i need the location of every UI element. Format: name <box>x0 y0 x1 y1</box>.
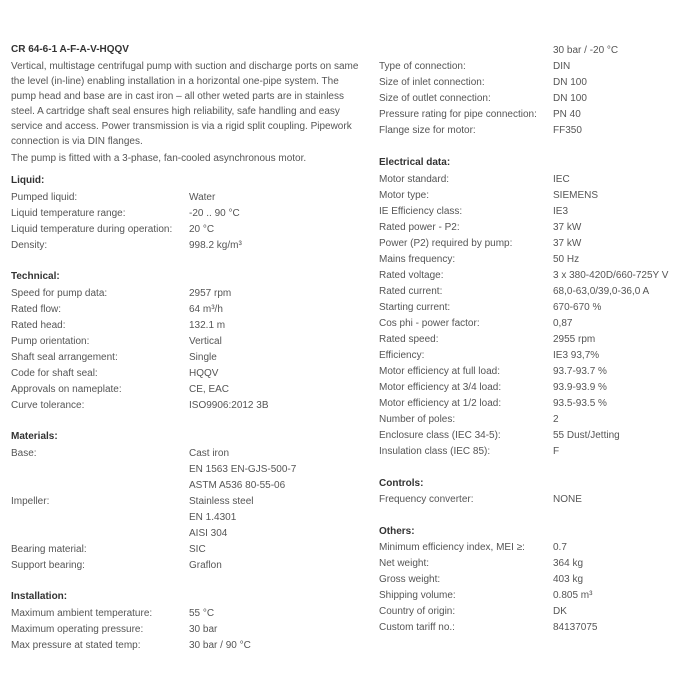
spec-label: Liquid temperature during operation: <box>11 224 173 235</box>
spec-value: EN 1563 EN-GJS-500-7 <box>189 464 297 475</box>
spec-label: Size of inlet connection: <box>379 77 485 88</box>
spec-label: Pumped liquid: <box>11 192 78 203</box>
spec-label: Rated voltage: <box>379 270 444 281</box>
section-heading-installation: Installation: <box>11 591 68 602</box>
section-heading-others: Others: <box>379 526 415 537</box>
spec-label: Liquid temperature range: <box>11 208 126 219</box>
spec-value: 998.2 kg/m³ <box>189 240 242 251</box>
spec-label: Starting current: <box>379 302 451 313</box>
spec-value: 93.7-93.7 % <box>553 366 607 377</box>
spec-value: NONE <box>553 494 582 505</box>
spec-label: Motor efficiency at 1/2 load: <box>379 398 502 409</box>
spec-label: Country of origin: <box>379 606 456 617</box>
spec-value: 0,87 <box>553 318 573 329</box>
spec-label: Flange size for motor: <box>379 125 476 136</box>
spec-label: Net weight: <box>379 558 430 569</box>
section-heading-controls: Controls: <box>379 478 424 489</box>
spec-label: Impeller: <box>11 496 50 507</box>
spec-value: ASTM A536 80-55-06 <box>189 480 286 491</box>
spec-label: Rated power - P2: <box>379 222 460 233</box>
spec-label: Rated speed: <box>379 334 439 345</box>
spec-label: Type of connection: <box>379 61 466 72</box>
spec-label: Size of outlet connection: <box>379 93 491 104</box>
spec-label: Frequency converter: <box>379 494 474 505</box>
spec-label: Insulation class (IEC 85): <box>379 446 491 457</box>
spec-value: FF350 <box>553 125 582 136</box>
spec-value: Water <box>189 192 216 203</box>
spec-value: DIN <box>553 61 571 72</box>
spec-value: 3 x 380-420D/660-725Y V <box>553 270 669 281</box>
spec-value: Single <box>189 352 217 363</box>
spec-value: 2955 rpm <box>553 334 596 345</box>
spec-label: Minimum efficiency index, MEI ≥: <box>379 542 525 553</box>
product-title: CR 64-6-1 A-F-A-V-HQQV <box>11 44 129 55</box>
spec-label: Density: <box>11 240 48 251</box>
spec-label: Pressure rating for pipe connection: <box>379 109 537 120</box>
spec-label: Shaft seal arrangement: <box>11 352 118 363</box>
spec-value: 0.805 m³ <box>553 590 593 601</box>
spec-value: 68,0-63,0/39,0-36,0 A <box>553 286 650 297</box>
spec-label: Speed for pump data: <box>11 288 108 299</box>
spec-label: Maximum ambient temperature: <box>11 608 153 619</box>
spec-value: 403 kg <box>553 574 584 585</box>
spec-value: -20 .. 90 °C <box>189 208 240 219</box>
motor-note: The pump is fitted with a 3-phase, fan-cooled asynchronous motor. <box>11 153 307 164</box>
spec-value: 364 kg <box>553 558 584 569</box>
spec-value: 2957 rpm <box>189 288 232 299</box>
spec-value: 37 kW <box>553 222 582 233</box>
spec-value: ISO9906:2012 3B <box>189 400 269 411</box>
spec-label: Rated current: <box>379 286 443 297</box>
spec-value: EN 1.4301 <box>189 512 237 523</box>
spec-value: CE, EAC <box>189 384 230 395</box>
spec-label: Mains frequency: <box>379 254 456 265</box>
spec-value: Cast iron <box>189 448 230 459</box>
spec-value: 670-670 % <box>553 302 602 313</box>
spec-label: Base: <box>11 448 37 459</box>
spec-value: Stainless steel <box>189 496 254 507</box>
section-heading-materials: Materials: <box>11 431 58 442</box>
spec-label: Maximum operating pressure: <box>11 624 144 635</box>
spec-label: Support bearing: <box>11 560 85 571</box>
spec-label: Rated head: <box>11 320 66 331</box>
spec-value: 55 °C <box>189 608 215 619</box>
spec-label: Code for shaft seal: <box>11 368 98 379</box>
spec-label: Number of poles: <box>379 414 456 425</box>
spec-label: Curve tolerance: <box>11 400 85 411</box>
spec-value: 55 Dust/Jetting <box>553 430 620 441</box>
spec-value: 37 kW <box>553 238 582 249</box>
spec-label: Shipping volume: <box>379 590 456 601</box>
spec-value: IEC <box>553 174 570 185</box>
spec-label: Efficiency: <box>379 350 425 361</box>
spec-label: Motor efficiency at full load: <box>379 366 500 377</box>
spec-label: Cos phi - power factor: <box>379 318 480 329</box>
spec-label: Motor standard: <box>379 174 450 185</box>
spec-value: SIC <box>189 544 206 555</box>
spec-value: 30 bar <box>189 624 218 635</box>
spec-value: PN 40 <box>553 109 581 120</box>
spec-label: Motor efficiency at 3/4 load: <box>379 382 502 393</box>
spec-value: SIEMENS <box>553 190 599 201</box>
spec-value: HQQV <box>189 368 219 379</box>
spec-value: DN 100 <box>553 93 587 104</box>
spec-value: AISI 304 <box>189 528 228 539</box>
spec-value: 30 bar / -20 °C <box>553 45 619 56</box>
spec-label: Gross weight: <box>379 574 441 585</box>
spec-label: Max pressure at stated temp: <box>11 640 141 651</box>
spec-label: Bearing material: <box>11 544 87 555</box>
spec-label: Rated flow: <box>11 304 62 315</box>
spec-value: Graflon <box>189 560 222 571</box>
spec-label: Power (P2) required by pump: <box>379 238 513 249</box>
spec-value: 20 °C <box>189 224 215 235</box>
spec-value: 0.7 <box>553 542 567 553</box>
spec-value: F <box>553 446 560 457</box>
section-heading-electrical: Electrical data: <box>379 157 451 168</box>
spec-value: Vertical <box>189 336 222 347</box>
spec-value: DK <box>553 606 567 617</box>
spec-value: 64 m³/h <box>189 304 223 315</box>
spec-value: IE3 <box>553 206 569 217</box>
spec-label: Custom tariff no.: <box>379 622 455 633</box>
spec-value: 132.1 m <box>189 320 226 331</box>
spec-label: Pump orientation: <box>11 336 90 347</box>
spec-label: Enclosure class (IEC 34-5): <box>379 430 501 441</box>
spec-value: 84137075 <box>553 622 598 633</box>
product-description: Vertical, multistage centrifugal pump with suction and discharge ports on same the level (in-line) enabling installation in a horizontal one-pipe system. The pump head and base are in cast iron – all other weted parts are in stainless steel. A cartridge shaft seal ensures high reliability, safe handling and easy service and access. Power transmission is via a rigid split coupling. Pipework connection is via DIN flanges. <box>11 61 359 147</box>
spec-label: Approvals on nameplate: <box>11 384 122 395</box>
section-heading-technical: Technical: <box>11 271 60 282</box>
spec-label: IE Efficiency class: <box>379 206 463 217</box>
spec-value: DN 100 <box>553 77 587 88</box>
section-heading-liquid: Liquid: <box>11 175 45 186</box>
spec-value: 30 bar / 90 °C <box>189 640 251 651</box>
spec-value: 2 <box>553 414 559 425</box>
spec-value: 93.5-93.5 % <box>553 398 607 409</box>
spec-value: 50 Hz <box>553 254 580 265</box>
spec-value: 93.9-93.9 % <box>553 382 607 393</box>
spec-value: IE3 93,7% <box>553 350 600 361</box>
spec-label: Motor type: <box>379 190 430 201</box>
